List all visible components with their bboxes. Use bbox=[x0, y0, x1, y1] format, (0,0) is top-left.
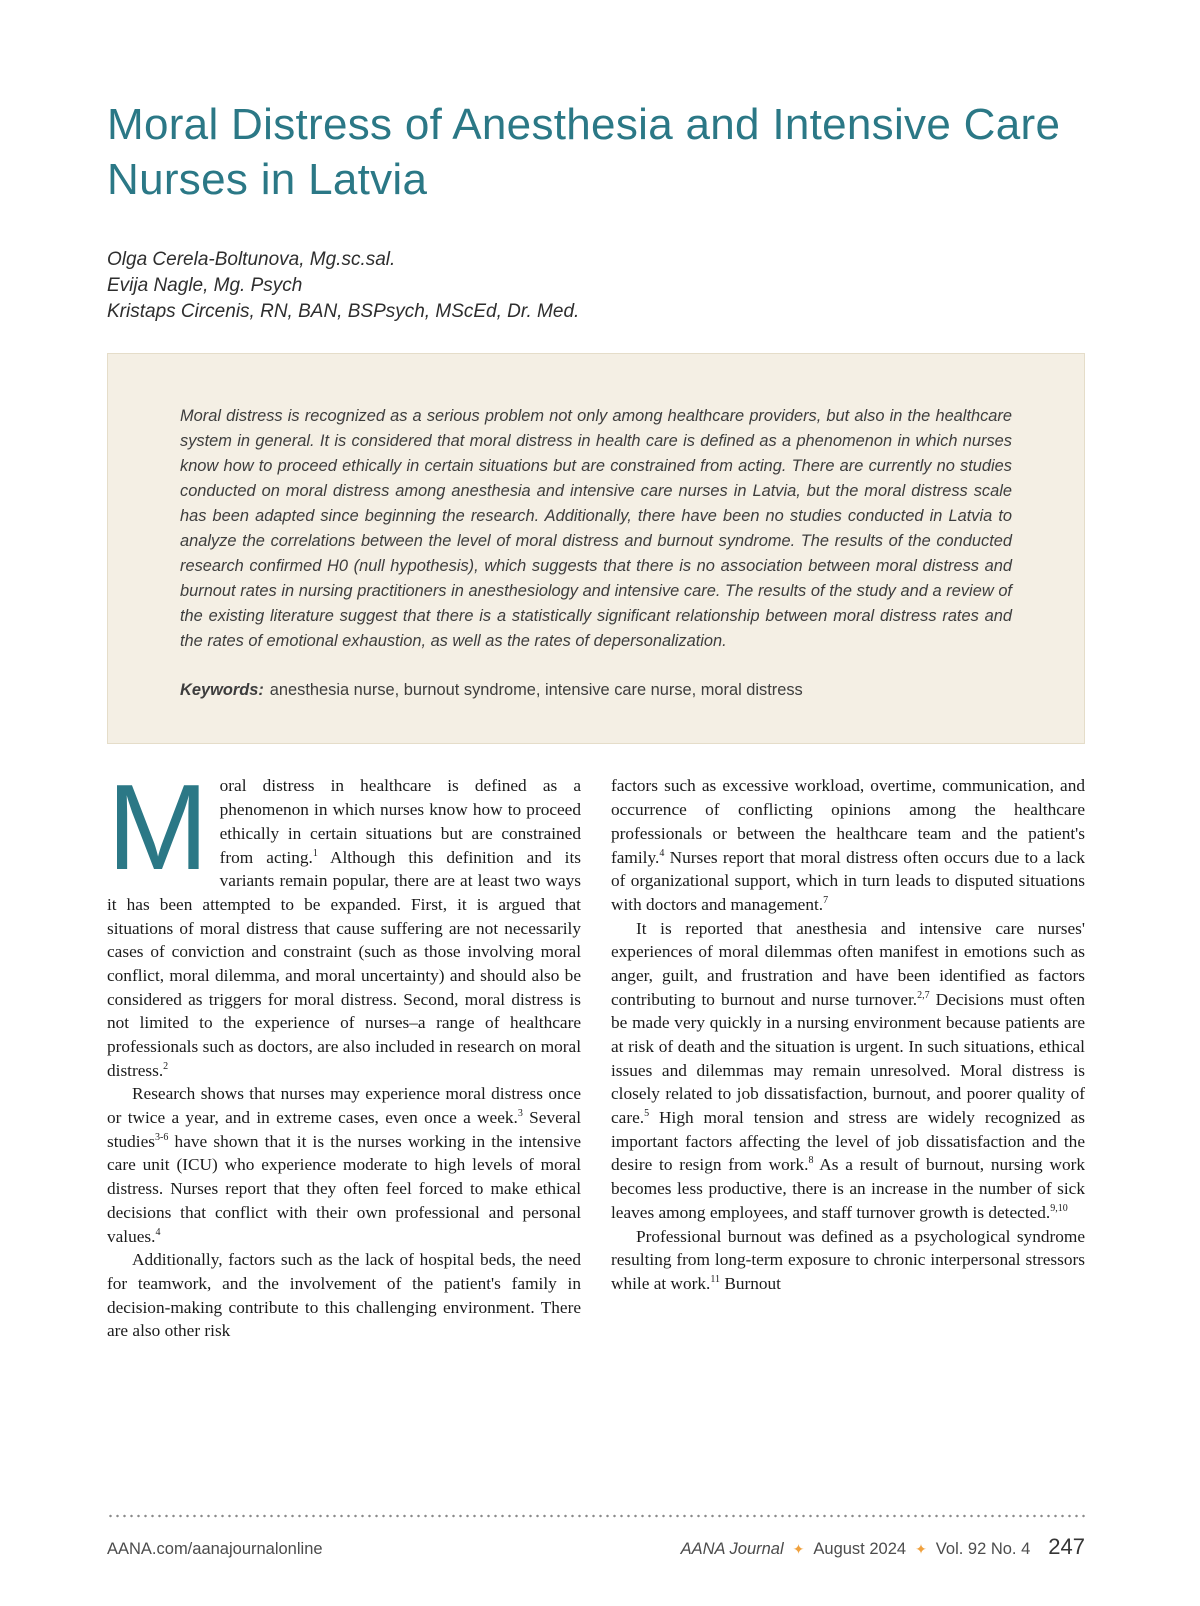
author-list bbox=[107, 247, 1085, 324]
body-paragraph: Additionally, factors such as the lack of hospital beds, the need for teamwork, and the involvement of the patient's family in decision-making contribute to this challenging environment. There are also other risk bbox=[107, 1250, 581, 1341]
body-column-left bbox=[107, 759, 581, 1343]
body-paragraph: Research shows that nurses may experience moral distress once or twice a year, and in extreme cases, even once a week.$^3$ Several studies$^{3-6}$ have shown that it is the nurses working in the intensive care unit (ICU) who experience moderate to high levels of moral distress. Nurses report that they often feel forced to make ethical decisions that conflict with their own professional and personal values.$^4$ bbox=[107, 1084, 581, 1246]
reference-superscript: 2 bbox=[163, 1060, 169, 1072]
footer-journal-name: AANA Journal bbox=[680, 1540, 784, 1558]
diamond-separator-icon: ✦ bbox=[915, 1541, 927, 1557]
author-name: Evija Nagle, Mg. Psych bbox=[107, 274, 303, 296]
keywords-line bbox=[180, 679, 1012, 702]
page-footer bbox=[107, 1514, 1085, 1560]
article-body bbox=[107, 759, 1085, 1343]
footer-volume: Vol. 92 No. 4 bbox=[935, 1540, 1031, 1558]
footer-issue-date: August 2024 bbox=[813, 1540, 907, 1558]
footer-page-number: 247 bbox=[1048, 1534, 1085, 1559]
footer-journal-url: AANA.com/aanajournalonline bbox=[107, 1540, 323, 1558]
author-name: Olga Cerela-Boltunova, Mg.sc.sal. bbox=[107, 249, 396, 271]
body-paragraph: factors such as excessive workload, overtime, communication, and occurrence of conflicting opinions among the healthcare professionals or between the healthcare team and the patient's family.$^4$ Nurses report that moral distress often occurs due to a lack of organizational support, which in turn leads to disputed situations with doctors and management.$^7$ bbox=[611, 776, 1085, 914]
reference-superscript: 3-6 bbox=[155, 1132, 169, 1144]
abstract-box bbox=[107, 353, 1085, 745]
reference-superscript: 2,7 bbox=[917, 989, 930, 1001]
reference-superscript: 4 bbox=[155, 1226, 161, 1238]
reference-superscript: 9,10 bbox=[1050, 1203, 1068, 1215]
reference-superscript: 4 bbox=[659, 847, 665, 859]
abstract-text: Moral distress is recognized as a serious problem not only among healthcare providers, but also in the healthcare system in general. It is considered that moral distress in health care is defined as a phenomenon in which nurses know how to proceed ethically in certain situations but are constrained from acting. There are currently no studies conducted on moral distress among anesthesia and intensive care nurses in Latvia, but the moral distress scale has been adapted since beginning the research. Additionally, there have been no studies conducted in Latvia to analyze the correlations between the level of moral distress and burnout syndrome. The results of the conducted research confirmed H0 (null hypothesis), which suggests that there is no association between moral distress and burnout rates in nursing practitioners in anesthesiology and intensive care. The results of the study and a review of the existing literature suggest that there is a statistically significant relationship between moral distress rates and the rates of emotional exhaustion, as well as the rates of depersonalization. bbox=[180, 406, 1012, 651]
reference-superscript: 3 bbox=[517, 1108, 523, 1120]
body-paragraph: oral distress in healthcare is defined as a phenomenon in which nurses know how to proceed ethically in certain situations but are constrained from acting.$^1$ Although this definition and its variants remain popular, there are at least two ways it has been attempted to be expanded. First, it is argued that situations of moral distress that cause suffering are not necessarily cases of conviction and constraint (such as those involving moral conflict, moral dilemma, and moral uncertainty) and should also be considered as triggers for moral distress. Second, moral distress is not limited to the experience of nurses–a range of healthcare professionals such as doctors, are also included in research on moral distress.$^2$ bbox=[107, 776, 581, 1080]
footer-dotted-rule bbox=[107, 1514, 1085, 1518]
keywords-label: Keywords: bbox=[180, 680, 264, 699]
reference-superscript: 8 bbox=[808, 1155, 814, 1167]
body-column-right bbox=[611, 774, 1085, 1343]
reference-superscript: 1 bbox=[312, 847, 318, 859]
footer-row bbox=[107, 1534, 1085, 1560]
keywords-text: anesthesia nurse, burnout syndrome, intensive care nurse, moral distress bbox=[269, 680, 803, 699]
body-paragraph: It is reported that anesthesia and intensive care nurses' experiences of moral dilemmas often manifest in emotions such as anger, guilt, and frustration and have been identified as factors contributing to burnout and nurse turnover.$^{2,7}$ Decisions must often be made very quickly in a nursing environment because patients are at risk of death and the situation is urgent. In such situations, ethical issues and dilemmas may remain unresolved. Moral distress is closely related to job dissatisfaction, burnout, and poorer quality of care.$^5$ High moral tension and stress are widely recognized as important factors affecting the level of job dissatisfaction and the desire to resign from work.$^8$ As a result of burnout, nursing work becomes less productive, there is an increase in the number of sick leaves among employees, and staff turnover growth is detected.$^{9,10}$ bbox=[611, 918, 1085, 1222]
reference-superscript: 5 bbox=[644, 1108, 650, 1120]
reference-superscript: 7 bbox=[823, 895, 829, 907]
dropcap-letter: M bbox=[107, 759, 209, 896]
footer-issue-info bbox=[681, 1534, 1085, 1560]
author-name: Kristaps Circenis, RN, BAN, BSPsych, MScEd, Dr. Med. bbox=[107, 300, 580, 322]
article-title: Moral Distress of Anesthesia and Intensive Care Nurses in Latvia bbox=[107, 100, 1061, 204]
diamond-separator-icon: ✦ bbox=[792, 1541, 805, 1557]
reference-superscript: 11 bbox=[710, 1274, 720, 1286]
body-paragraph: Professional burnout was defined as a psychological syndrome resulting from long-term exposure to chronic interpersonal stressors while at work.$^{11}$ Burnout bbox=[611, 1226, 1085, 1293]
